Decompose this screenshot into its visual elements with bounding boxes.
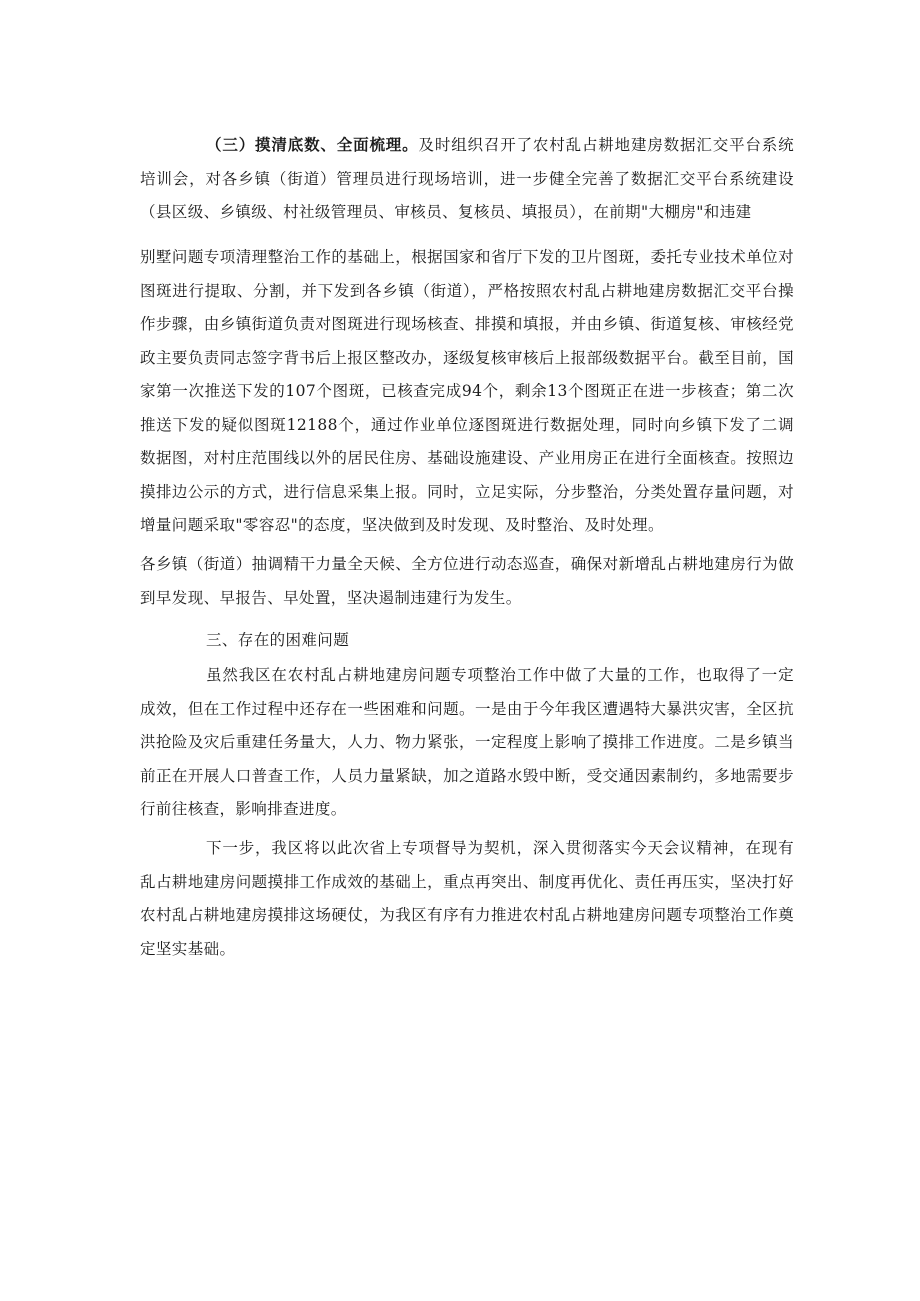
section-3-paragraph <box>140 128 794 230</box>
paragraph-continued: 别墅问题专项清理整治工作的基础上，根据国家和省厅下发的卫片图斑，委托专业技术单位对图斑进行提取、分割，并下发到各乡镇（街道），严格按照农村乱占耕地建房数据汇交平台操作步骤，由乡镇街道负责对图斑进行现场核查、排摸和填报，并由乡镇、街道复核、审核经党政主要负责同志签字背书后上报区整改办，逐级复核审核后上报部级数据平台。截至目前，国家第一次推送下发的107个图斑，已核查完成94个，剩余13个图斑正在进一步核查；第二次推送下发的疑似图斑12188个，通过作业单位逐图斑进行数据处理，同时向乡镇下发了二调数据图，对村庄范围线以外的居民住房、基础设施建设、产业用房正在进行全面核查。按照边摸排边公示的方式，进行信息采集上报。同时，立足实际，分步整治，分类处置存量问题，对增量问题采取"零容忍"的态度，坚决做到及时发现、及时整治、及时处理。 <box>140 248 794 534</box>
section-heading-difficulties: 三、存在的困难问题 <box>206 631 350 649</box>
paragraph-patrol: 各乡镇（街道）抽调精干力量全天候、全方位进行动态巡查，确保对新增乱占耕地建房行为做到早发现、早报告、早处置，坚决遏制违建行为发生。 <box>140 555 794 607</box>
paragraph-next-step: 下一步，我区将以此次省上专项督导为契机，深入贯彻落实今天会议精神，在现有乱占耕地建房问题摸排工作成效的基础上，重点再突出、制度再优化、责任再压实，坚决打好农村乱占耕地建房摸排这场硬仗，为我区有序有力推进农村乱占耕地建房问题专项整治工作奠定坚实基础。 <box>140 839 794 958</box>
section-3-text: 及时组织召开了农村乱占耕地建房数据汇交平台系统培训会，对各乡镇（街道）管理员进行现场培训，进一步健全完善了数据汇交平台系统建设（县区级、乡镇级、村社级管理员、审核员、复核员、填报员），在前期"大棚房"和违建 <box>140 136 795 221</box>
paragraph-difficulties: 虽然我区在农村乱占耕地建房问题专项整治工作中做了大量的工作，也取得了一定成效，但在工作过程中还存在一些困难和问题。一是由于今年我区遭遇特大暴洪灾害，全区抗洪抢险及灾后重建任务量大，人力、物力紧张，一定程度上影响了摸排工作进度。二是乡镇当前正在开展人口普查工作，人员力量紧缺，加之道路水毁中断，受交通因素制约，多地需要步行前往核查，影响排查进度。 <box>140 666 794 818</box>
section-3-lead: （三）摸清底数、全面梳理。 <box>206 135 419 154</box>
